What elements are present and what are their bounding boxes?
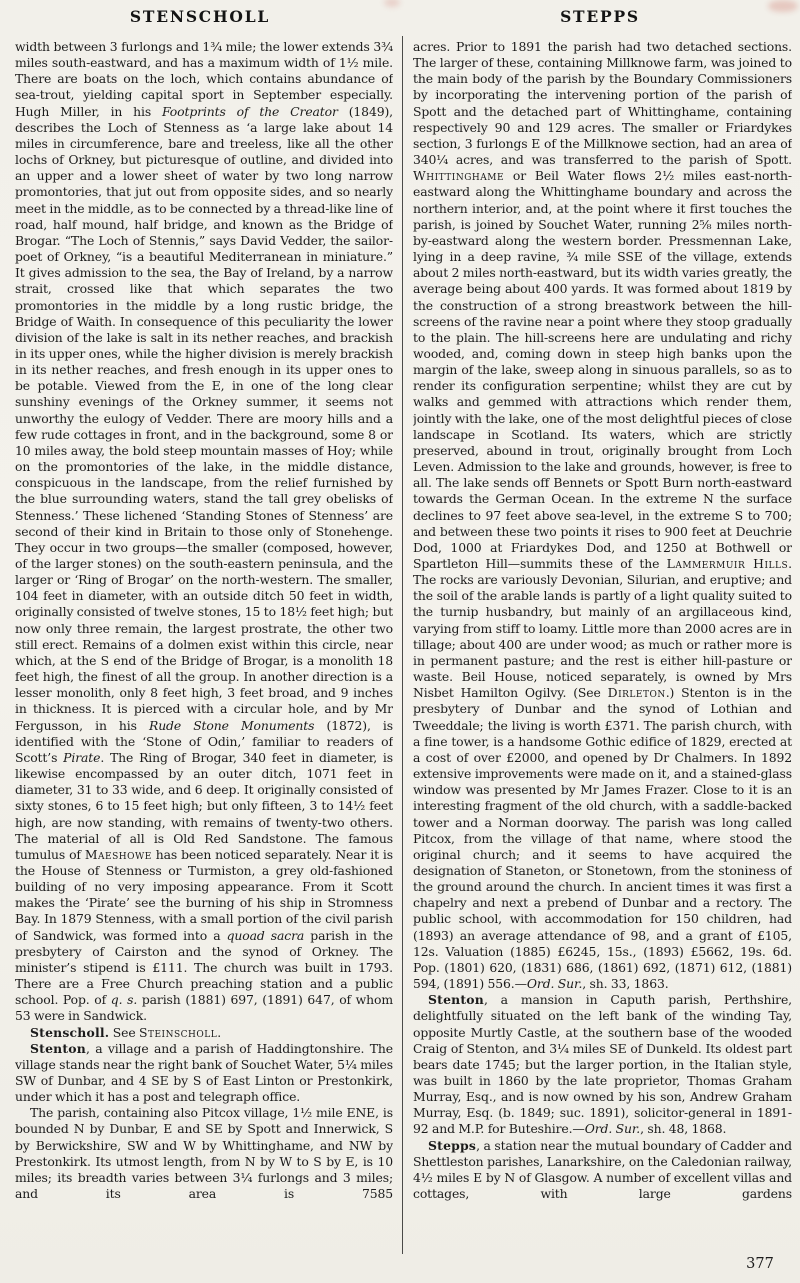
left-running-head: STENSCHOLL xyxy=(129,7,271,26)
text-run: . The rocks are variously Devonian, Silurian, and eruptive; and the soil of the arable lands is partly of a light quality suited to the turnip husbandry, but mainly of an argillaceous kind, varying from stiff to loamy. Little more than 2000 acres are in tillage; about 400 are under wood; as much or rather more is in permanent pasture; and the rest is either hill-pasture or waste. Beil House, noticed separately, is owned by Mrs Nisbet Hamilton Ogilvy. (See xyxy=(413,556,792,701)
text-run: Pirate xyxy=(63,749,101,765)
text-run: , a mansion in Caputh parish, Perthshire, delightfully situated on the left bank of the winding Tay, opposite Murtly Castle, at the southern base of the wooded Craig of Stenton, and 3¼ miles SE of Dunkeld. Its oldest part bears date 1745; but the larger portion, in the Italian style, was built in 1860 by the late proprietor, Thomas Graham Murray, Esq., and is now owned by his son, Andrew Graham Murray, Esq. (b. 1849; suc. 1891), solicitor-general in 1891-92 and M.P. for Buteshire.— xyxy=(413,992,792,1137)
text-run: parish in the presbytery of Cairston and the synod of Orkney. The minister’s stipend is £111. The church was built in 1793. There are a Free Church preaching station and a public school. Pop. of xyxy=(15,927,393,1008)
text-run: . xyxy=(217,1024,222,1040)
text-run: Steinscholl xyxy=(138,1024,218,1040)
right-column xyxy=(413,39,792,1261)
text-run: acres. Prior to 1891 the parish had two detached sections. The larger of these, containing Millknowe farm, was joined to the main body of the parish by the Boundary Commissioners by incorporating the intervening portion of the parish of Spott and the detached part of Whittinghame, containing respectively 90 and 129 acres. The smaller or Friardykes section, 3 furlongs E of the Millknowe section, had an area of 340¼ acres, and was transferred to the parish of Spott. xyxy=(413,39,792,168)
right-running-head: STEPPS xyxy=(560,7,640,26)
paragraph xyxy=(15,1041,393,1106)
paragraph xyxy=(15,1105,393,1202)
text-run: .) Stenton is in the presbytery of Dunbar and the synod of Lothian and Tweeddale; the living is worth £371. The parish church, with a fine tower, is a handsome Gothic edifice of 1829, erected at a cost of over £2000, and opened by Dr Chalmers. In 1892 extensive improvements were made on it, and a stained-glass window was presented by Mr James Frazer. Close to it is an interesting fragment of the old church, with a saddle-backed tower and a Norman doorway. The parish was long called Pitcox, from the village of that name, where stood the original church; and it seems to have acquired the designation of Staneton, or Stonetown, from the stoniness of the ground around the church. In ancient times it was first a chapelry and next a prebend of Dunbar and a rectory. The public school, with accommodation for 150 children, had (1893) an average attendance of 98, and a grant of £105, 12s. Valuation (1885) £6245, 15s., (1893) £5662, 19s. 6d. Pop. (1801) 620, (1831) 686, (1861) 692, (1871) 612, (1881) 594, (1891) 556.— xyxy=(413,685,792,992)
text-run: has been noticed separately. Near it is the House of Stenness or Turmiston, a grey old-fashioned building of no very imposing appearance. From it Scott makes the ‘Pirate’ see the burning of his ship in Stromness Bay. In 1879 Stenness, with a small portion of the civil parish of Sandwick, was formed into a xyxy=(15,846,393,943)
paragraph xyxy=(15,39,393,1025)
text-run: parish (1881) 697, (1891) 647, of whom 53 were in Sandwick. xyxy=(15,992,393,1024)
text-run: . The Ring of Brogar, 340 feet in diameter, is likewise encompassed by an outer ditch, 1071 feet in diameter, 31 to 33 wide, and 6 deep. It originally consisted of sixty stones, 6 to 15 feet high; but only fifteen, 3 to 14½ feet high, are now standing, with remains of twenty-two others. The material of all is Old Red Sandstone. The famous tumulus of xyxy=(15,749,393,862)
text-columns xyxy=(0,39,800,1261)
left-column xyxy=(15,39,393,1261)
text-run: quoad sacra xyxy=(226,927,305,943)
text-run: (1872), is identified with the ‘Stone of Odin,’ familiar to readers of Scott’s xyxy=(15,717,393,765)
text-run: or Beil Water flows 2½ miles east-north-eastward along the Whittinghame boundary and across the northern interior, and, at the point where it first touches the parish, is joined by Souchet Water, running 2⅝ miles north-by-eastward along the western border. Pressmennan Lake, lying in a deep ravine, ¾ mile SSE of the village, extends about 2 miles north-eastward, but its width varies greatly, the average being about 400 yards. It was formed about 1819 by the construction of a strong breastwork between the hill-screens of the ravine near a point where they stoop gradually to the plain. The hill-screens here are undulating and richy wooded, and, coming down in steep high banks upon the margin of the lake, sweep along in sinuous parallels, so as to render its configuration serpentine; whilst they are cut by walks and gemmed with attractions which render them, jointly with the lake, one of the most delightful pieces of close landscape in Scotland. Its waters, which are strictly preserved, abound in trout, originally brought from Loch Leven. Admission to the lake and grounds, however, is free to all. The lake sends off Bennets or Spott Burn north-eastward towards the German Ocean. In the extreme N the surface declines to 97 feet above sea-level, in the extreme S to 700; and between these two points it rises to 900 feet at Deuchrie Dod, 1000 at Friardykes Dod, and 1250 at Bothwell or Spartleton Hill—summits these of the xyxy=(413,168,792,571)
text-run: Footprints of the Creator xyxy=(162,103,338,119)
running-heads xyxy=(0,7,800,26)
text-run: Stepps xyxy=(428,1137,477,1153)
paragraph xyxy=(413,39,792,992)
text-run: Lammermuir Hills xyxy=(666,556,789,571)
text-run: Ord. Sur. xyxy=(526,976,583,992)
paragraph xyxy=(413,992,792,1137)
text-run: The parish, containing also Pitcox village, 1½ mile ENE, is bounded N by Dunbar, E and SE by Spott and Innerwick, S by Berwickshire, SW and W by Whittinghame, and NW by Prestonkirk. Its utmost length, from N by W to S by E, is 10 miles; its breadth varies between 3¼ furlongs and 3 miles; and its area is 7585 xyxy=(15,1105,393,1202)
text-run: See xyxy=(109,1024,139,1040)
text-run: Dirleton xyxy=(607,685,666,701)
text-run: , sh. 33, 1863. xyxy=(582,976,669,992)
text-run: q. s. xyxy=(110,992,138,1008)
text-run: Stenton xyxy=(30,1040,86,1056)
text-run: , a station near the mutual boundary of Cadder and Shettleston parishes, Lanarkshire, on the Caledonian railway, 4½ miles E by N of Glasgow. A number of excellent villas and cottages, with large gardens xyxy=(413,1137,792,1202)
text-run: width between 3 furlongs and 1¾ mile; the lower extends 3¾ miles south-eastward, and has a maximum width of 1½ mile. There are boats on the loch, which contains abundance of sea-trout, yielding capital sport in September especially. Hugh Miller, in his xyxy=(15,39,393,119)
text-run: Rude Stone Monuments xyxy=(148,717,315,733)
scan-artifact xyxy=(384,0,400,7)
text-run: Maeshowe xyxy=(84,846,152,862)
text-run: Stenton xyxy=(428,992,484,1008)
text-run: (1849), describes the Loch of Stenness as ‘a large lake about 14 miles in circumference, bare and treeless, like all the other lochs of Orkney, but picturesque of outline, and divided into an upper and a lower sheet of water by two long narrow promontories, that jut out from opposite sides, and so nearly meet in the middle, as to be connected by a thread-like line of road, half mound, half bridge, and known as the Bridge of Brogar. “The Loch of Stennis,” says David Vedder, the sailor-poet of Orkney, “is a beautiful Mediterranean in miniature.” It gives admission to the sea, the Bay of Ireland, by a narrow strait, crossed like that which separates the two promontories in the middle by a long rustic bridge, the Bridge of Waith. In consequence of this peculiarity the lower division of the lake is salt in its nether reaches, and brackish in its upper ones, while the higher division is merely brackish in its nether reaches, and fresh enough in its upper ones to be potable. Viewed from the E, in one of the long clear sunshiny evenings of the Orkney summer, it seems not unworthy the eulogy of Vedder. There are moory hills and a few rude cottages in front, and in the background, some 8 or 10 miles away, the bold steep mountain masses of Hoy; while on the promontories of the lake, in the middle distance, conspicuous in the landscape, from the relief furnished by the blue surrounding waters, stand the tall grey obelisks of Stenness.’ These lichened ‘Standing Stones of Stenness’ are second of their kind in Britain to those only of Stonehenge. They occur in two groups—the smaller (composed, however, of the larger stones) on the south-eastern peninsula, and the larger or ‘Ring of Brogar’ on the north-western. The smaller, 104 feet in diameter, with an outside ditch 50 feet in width, originally consisted of twelve stones, 15 to 18½ feet high; but now only three remain, the largest prostrate, the other two still erect. Remains of a dolmen exist within this circle, near which, at the S end of the Bridge of Brogar, is a monolith 18 feet high, the finest of all the group. In another direction is a lesser monolith, only 8 feet high, 3 feet broad, and 9 inches in thickness. It is pierced with a circular hole, and by Mr Fergusson, in his xyxy=(15,103,393,733)
paragraph xyxy=(15,1025,393,1041)
paragraph xyxy=(413,1138,792,1203)
text-run: Ord. Sur. xyxy=(584,1121,641,1137)
text-run: Stenscholl. xyxy=(30,1024,110,1040)
text-run: , a village and a parish of Haddingtonshire. The village stands near the right bank of Souchet Water, 5¼ miles SW of Dunbar, and 4 SE by S of East Linton or Prestonkirk, under which it has a post and telegraph office. xyxy=(15,1040,393,1105)
text-run: , sh. 48, 1868. xyxy=(640,1121,727,1137)
page-number: 377 xyxy=(746,1256,774,1272)
text-run: Whittinghame xyxy=(413,168,505,184)
